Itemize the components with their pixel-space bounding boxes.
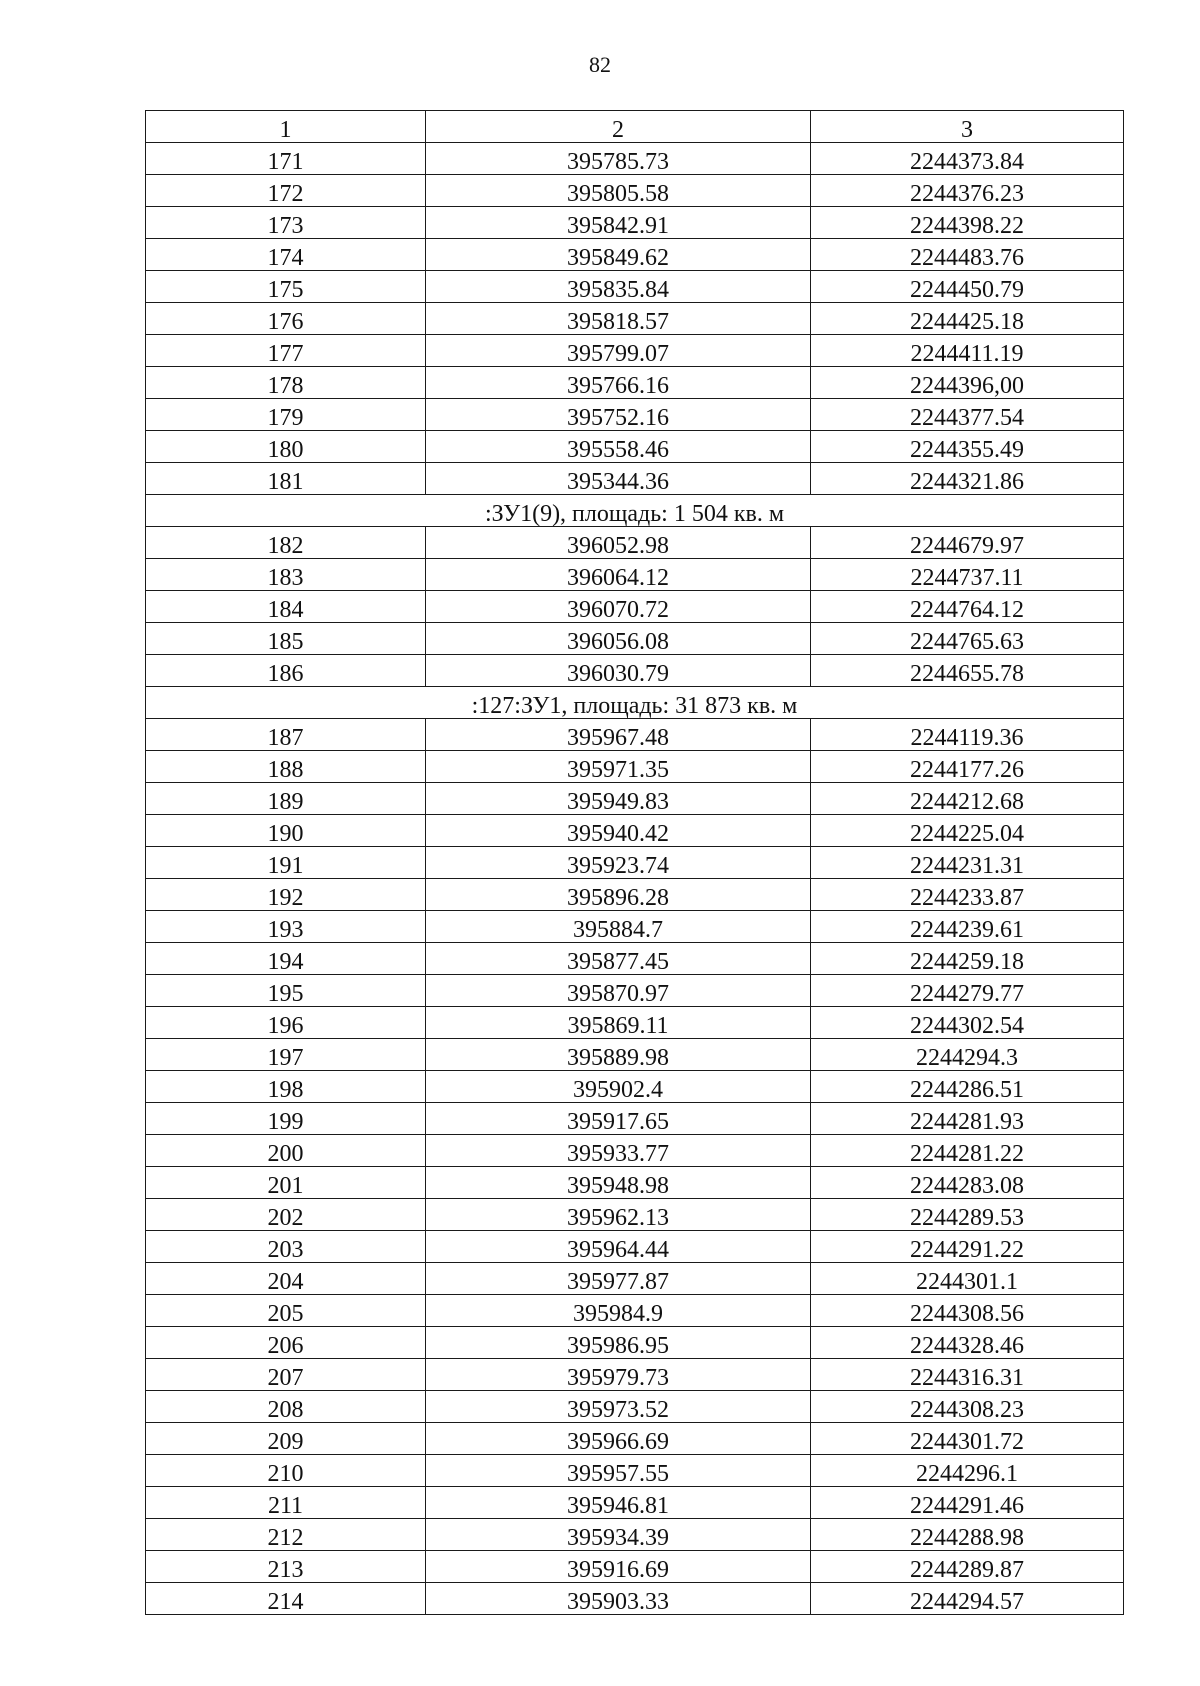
point-number-cell: 183 <box>146 559 426 591</box>
point-number-cell: 205 <box>146 1295 426 1327</box>
y-coordinate-cell: 2244321.86 <box>811 463 1124 495</box>
point-number-cell: 193 <box>146 911 426 943</box>
point-number-cell: 203 <box>146 1231 426 1263</box>
section-title: :127:ЗУ1, площадь: 31 873 кв. м <box>146 687 1124 719</box>
table-row <box>146 143 1124 175</box>
table-row <box>146 1199 1124 1231</box>
y-coordinate-cell: 2244355.49 <box>811 431 1124 463</box>
table-row <box>146 1103 1124 1135</box>
y-coordinate-cell: 2244373.84 <box>811 143 1124 175</box>
y-coordinate-cell: 2244679.97 <box>811 527 1124 559</box>
y-coordinate-cell: 2244291.46 <box>811 1487 1124 1519</box>
y-coordinate-cell: 2244279.77 <box>811 975 1124 1007</box>
table-row <box>146 239 1124 271</box>
x-coordinate-cell: 395889.98 <box>426 1039 811 1071</box>
point-number-cell: 185 <box>146 623 426 655</box>
x-coordinate-cell: 395849.62 <box>426 239 811 271</box>
y-coordinate-cell: 2244425.18 <box>811 303 1124 335</box>
point-number-cell: 206 <box>146 1327 426 1359</box>
table-row <box>146 1455 1124 1487</box>
x-coordinate-cell: 395934.39 <box>426 1519 811 1551</box>
table-row <box>146 175 1124 207</box>
table-row <box>146 399 1124 431</box>
page-number: 82 <box>589 52 611 77</box>
point-number-cell: 171 <box>146 143 426 175</box>
table-row <box>146 911 1124 943</box>
table-row <box>146 431 1124 463</box>
y-coordinate-cell: 2244119.36 <box>811 719 1124 751</box>
point-number-cell: 209 <box>146 1423 426 1455</box>
table-row <box>146 655 1124 687</box>
point-number-cell: 184 <box>146 591 426 623</box>
point-number-cell: 173 <box>146 207 426 239</box>
x-coordinate-cell: 395752.16 <box>426 399 811 431</box>
x-coordinate-cell: 395884.7 <box>426 911 811 943</box>
section-header-row <box>146 495 1124 527</box>
x-coordinate-cell: 396030.79 <box>426 655 811 687</box>
y-coordinate-cell: 2244396,00 <box>811 367 1124 399</box>
point-number-cell: 187 <box>146 719 426 751</box>
point-number-cell: 208 <box>146 1391 426 1423</box>
y-coordinate-cell: 2244765.63 <box>811 623 1124 655</box>
table-row <box>146 879 1124 911</box>
table-row <box>146 1039 1124 1071</box>
point-number-cell: 192 <box>146 879 426 911</box>
table-row <box>146 1071 1124 1103</box>
x-coordinate-cell: 396056.08 <box>426 623 811 655</box>
table-row <box>146 591 1124 623</box>
y-coordinate-cell: 2244294.57 <box>811 1583 1124 1615</box>
y-coordinate-cell: 2244655.78 <box>811 655 1124 687</box>
point-number-cell: 178 <box>146 367 426 399</box>
point-number-cell: 172 <box>146 175 426 207</box>
y-coordinate-cell: 2244483.76 <box>811 239 1124 271</box>
table-row <box>146 623 1124 655</box>
y-coordinate-cell: 2244398.22 <box>811 207 1124 239</box>
x-coordinate-cell: 395946.81 <box>426 1487 811 1519</box>
point-number-cell: 174 <box>146 239 426 271</box>
table-row <box>146 943 1124 975</box>
y-coordinate-cell: 2244177.26 <box>811 751 1124 783</box>
x-coordinate-cell: 395903.33 <box>426 1583 811 1615</box>
x-coordinate-cell: 395967.48 <box>426 719 811 751</box>
x-coordinate-cell: 395785.73 <box>426 143 811 175</box>
table-row <box>146 1135 1124 1167</box>
point-number-cell: 200 <box>146 1135 426 1167</box>
point-number-cell: 202 <box>146 1199 426 1231</box>
x-coordinate-cell: 395957.55 <box>426 1455 811 1487</box>
point-number-cell: 197 <box>146 1039 426 1071</box>
table-row <box>146 527 1124 559</box>
point-number-cell: 210 <box>146 1455 426 1487</box>
x-coordinate-cell: 395948.98 <box>426 1167 811 1199</box>
x-coordinate-cell: 395984.9 <box>426 1295 811 1327</box>
table-row <box>146 783 1124 815</box>
x-coordinate-cell: 395933.77 <box>426 1135 811 1167</box>
table-row <box>146 1167 1124 1199</box>
y-coordinate-cell: 2244301.72 <box>811 1423 1124 1455</box>
x-coordinate-cell: 395870.97 <box>426 975 811 1007</box>
y-coordinate-cell: 2244737.11 <box>811 559 1124 591</box>
point-number-cell: 181 <box>146 463 426 495</box>
x-coordinate-cell: 395896.28 <box>426 879 811 911</box>
y-coordinate-cell: 2244233.87 <box>811 879 1124 911</box>
point-number-cell: 190 <box>146 815 426 847</box>
x-coordinate-cell: 395805.58 <box>426 175 811 207</box>
point-number-cell: 212 <box>146 1519 426 1551</box>
y-coordinate-cell: 2244286.51 <box>811 1071 1124 1103</box>
point-number-cell: 213 <box>146 1551 426 1583</box>
table-row <box>146 1391 1124 1423</box>
table-row <box>146 271 1124 303</box>
point-number-cell: 194 <box>146 943 426 975</box>
table-row <box>146 1007 1124 1039</box>
point-number-cell: 196 <box>146 1007 426 1039</box>
table-row <box>146 1359 1124 1391</box>
x-coordinate-cell: 395962.13 <box>426 1199 811 1231</box>
y-coordinate-cell: 2244328.46 <box>811 1327 1124 1359</box>
y-coordinate-cell: 2244302.54 <box>811 1007 1124 1039</box>
x-coordinate-cell: 395835.84 <box>426 271 811 303</box>
point-number-cell: 214 <box>146 1583 426 1615</box>
column-header-2: 2 <box>426 111 811 143</box>
table-row <box>146 1519 1124 1551</box>
point-number-cell: 198 <box>146 1071 426 1103</box>
point-number-cell: 180 <box>146 431 426 463</box>
table-row <box>146 1263 1124 1295</box>
x-coordinate-cell: 395344.36 <box>426 463 811 495</box>
table-row <box>146 1231 1124 1263</box>
point-number-cell: 186 <box>146 655 426 687</box>
x-coordinate-cell: 396052.98 <box>426 527 811 559</box>
x-coordinate-cell: 395558.46 <box>426 431 811 463</box>
table-row <box>146 719 1124 751</box>
table-row <box>146 1487 1124 1519</box>
x-coordinate-cell: 395799.07 <box>426 335 811 367</box>
section-header-row <box>146 687 1124 719</box>
y-coordinate-cell: 2244231.31 <box>811 847 1124 879</box>
y-coordinate-cell: 2244308.56 <box>811 1295 1124 1327</box>
x-coordinate-cell: 395818.57 <box>426 303 811 335</box>
y-coordinate-cell: 2244411.19 <box>811 335 1124 367</box>
table-row <box>146 1551 1124 1583</box>
y-coordinate-cell: 2244225.04 <box>811 815 1124 847</box>
table-row <box>146 335 1124 367</box>
y-coordinate-cell: 2244450.79 <box>811 271 1124 303</box>
y-coordinate-cell: 2244281.93 <box>811 1103 1124 1135</box>
y-coordinate-cell: 2244377.54 <box>811 399 1124 431</box>
x-coordinate-cell: 395916.69 <box>426 1551 811 1583</box>
x-coordinate-cell: 395923.74 <box>426 847 811 879</box>
y-coordinate-cell: 2244294.3 <box>811 1039 1124 1071</box>
point-number-cell: 189 <box>146 783 426 815</box>
point-number-cell: 188 <box>146 751 426 783</box>
y-coordinate-cell: 2244316.31 <box>811 1359 1124 1391</box>
table-row <box>146 1583 1124 1615</box>
y-coordinate-cell: 2244296.1 <box>811 1455 1124 1487</box>
y-coordinate-cell: 2244289.87 <box>811 1551 1124 1583</box>
point-number-cell: 177 <box>146 335 426 367</box>
y-coordinate-cell: 2244289.53 <box>811 1199 1124 1231</box>
y-coordinate-cell: 2244291.22 <box>811 1231 1124 1263</box>
x-coordinate-cell: 395977.87 <box>426 1263 811 1295</box>
table-row <box>146 751 1124 783</box>
column-header-1: 1 <box>146 111 426 143</box>
point-number-cell: 195 <box>146 975 426 1007</box>
point-number-cell: 199 <box>146 1103 426 1135</box>
x-coordinate-cell: 395964.44 <box>426 1231 811 1263</box>
x-coordinate-cell: 395869.11 <box>426 1007 811 1039</box>
point-number-cell: 175 <box>146 271 426 303</box>
point-number-cell: 201 <box>146 1167 426 1199</box>
x-coordinate-cell: 395973.52 <box>426 1391 811 1423</box>
table-row <box>146 975 1124 1007</box>
point-number-cell: 191 <box>146 847 426 879</box>
table-row <box>146 1295 1124 1327</box>
x-coordinate-cell: 395986.95 <box>426 1327 811 1359</box>
x-coordinate-cell: 395917.65 <box>426 1103 811 1135</box>
x-coordinate-cell: 395971.35 <box>426 751 811 783</box>
x-coordinate-cell: 395949.83 <box>426 783 811 815</box>
point-number-cell: 204 <box>146 1263 426 1295</box>
x-coordinate-cell: 395877.45 <box>426 943 811 975</box>
x-coordinate-cell: 396064.12 <box>426 559 811 591</box>
table-row <box>146 367 1124 399</box>
x-coordinate-cell: 395940.42 <box>426 815 811 847</box>
y-coordinate-cell: 2244376.23 <box>811 175 1124 207</box>
y-coordinate-cell: 2244288.98 <box>811 1519 1124 1551</box>
table-row <box>146 559 1124 591</box>
x-coordinate-cell: 395902.4 <box>426 1071 811 1103</box>
table-row <box>146 815 1124 847</box>
x-coordinate-cell: 395979.73 <box>426 1359 811 1391</box>
header-row <box>146 111 1124 143</box>
table-row <box>146 1327 1124 1359</box>
y-coordinate-cell: 2244283.08 <box>811 1167 1124 1199</box>
table-row <box>146 1423 1124 1455</box>
y-coordinate-cell: 2244301.1 <box>811 1263 1124 1295</box>
point-number-cell: 179 <box>146 399 426 431</box>
point-number-cell: 207 <box>146 1359 426 1391</box>
y-coordinate-cell: 2244239.61 <box>811 911 1124 943</box>
table-row <box>146 207 1124 239</box>
x-coordinate-cell: 395842.91 <box>426 207 811 239</box>
table-row <box>146 847 1124 879</box>
point-number-cell: 176 <box>146 303 426 335</box>
table-row <box>146 303 1124 335</box>
y-coordinate-cell: 2244281.22 <box>811 1135 1124 1167</box>
coordinates-table <box>145 110 1124 1615</box>
column-header-3: 3 <box>811 111 1124 143</box>
section-title: :ЗУ1(9), площадь: 1 504 кв. м <box>146 495 1124 527</box>
y-coordinate-cell: 2244212.68 <box>811 783 1124 815</box>
y-coordinate-cell: 2244259.18 <box>811 943 1124 975</box>
y-coordinate-cell: 2244308.23 <box>811 1391 1124 1423</box>
x-coordinate-cell: 395966.69 <box>426 1423 811 1455</box>
x-coordinate-cell: 395766.16 <box>426 367 811 399</box>
x-coordinate-cell: 396070.72 <box>426 591 811 623</box>
y-coordinate-cell: 2244764.12 <box>811 591 1124 623</box>
point-number-cell: 211 <box>146 1487 426 1519</box>
table-body <box>146 143 1124 1615</box>
table-row <box>146 463 1124 495</box>
point-number-cell: 182 <box>146 527 426 559</box>
